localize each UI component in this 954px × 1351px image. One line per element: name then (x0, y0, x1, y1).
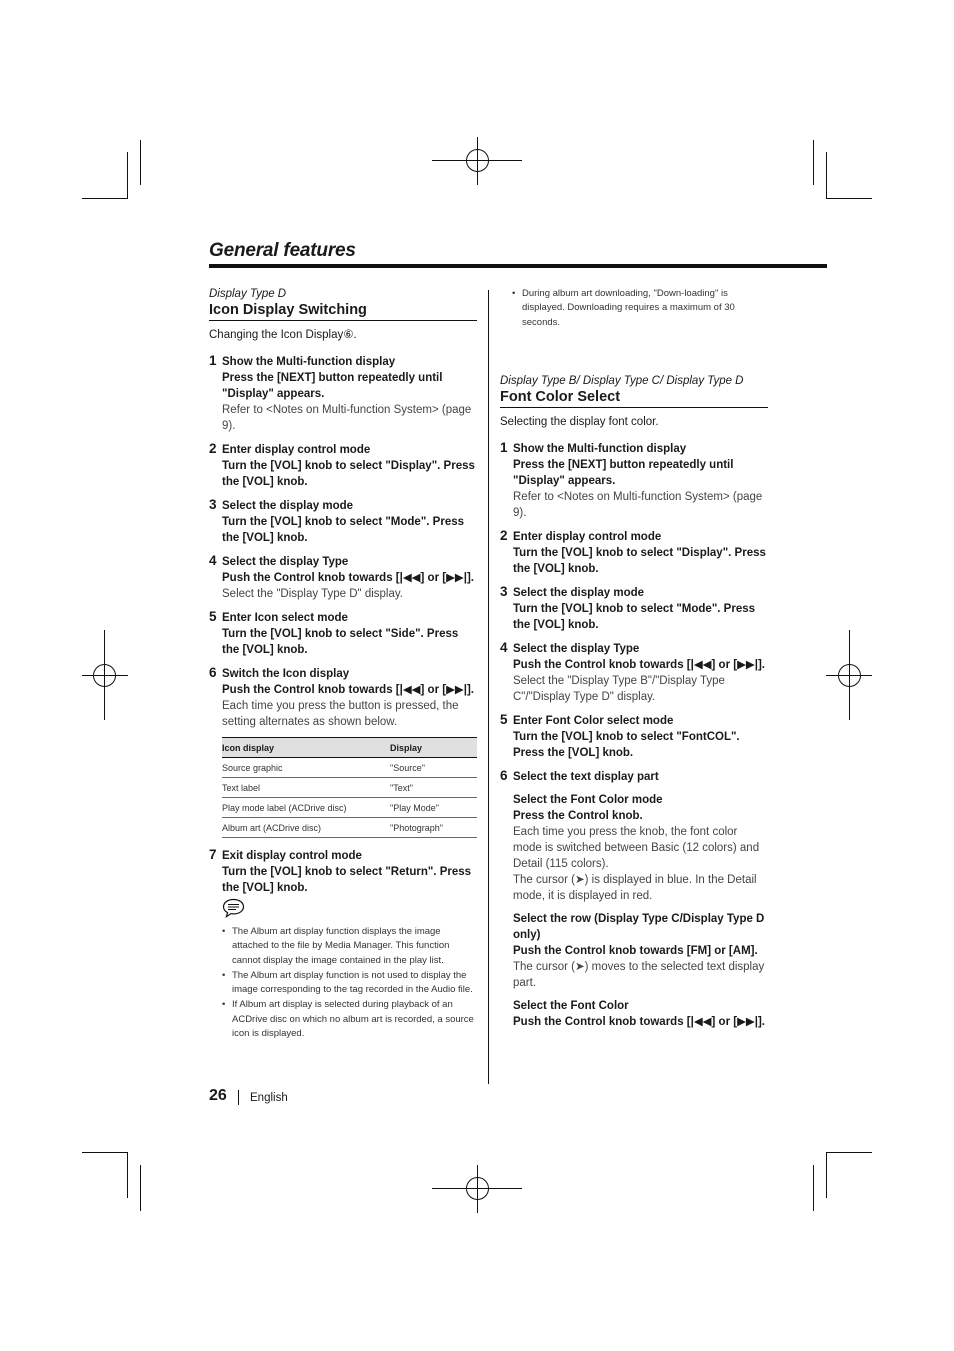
step-action: Turn the [VOL] knob to select "FontCOL". Press the [VOL] knob. (513, 730, 740, 759)
step-6 (209, 666, 477, 838)
substep-title: Select the Font Color mode (513, 793, 663, 806)
step-title: Enter display control mode (513, 530, 662, 543)
substep-title: Select the Font Color (513, 999, 629, 1012)
step-3 (209, 498, 477, 546)
column-divider (488, 290, 489, 1084)
step-2 (209, 442, 477, 490)
page-number: 26 (209, 1087, 227, 1104)
step-number: 5 (500, 711, 508, 727)
table-cell: "Play Mode" (390, 798, 477, 818)
table-cell: Text label (222, 778, 390, 798)
substep-action: Push the Control knob towards [|◀◀] or [▶▶|]. (513, 1015, 765, 1028)
substep-title: Select the row (Display Type C/Display Type D only) (513, 912, 765, 941)
step-title: Enter Font Color select mode (513, 714, 674, 727)
notes-list (222, 925, 477, 1041)
list-item: • If Album art display is selected during playback of an ACDrive disc on which no album art is recorded, a source icon is displayed. (222, 998, 477, 1041)
step-title: Select the display Type (222, 556, 349, 568)
page-title: General features (209, 240, 356, 261)
step-number: 5 (209, 609, 217, 624)
font-color-select-section (500, 287, 768, 1030)
crop-mark (826, 198, 872, 199)
step-number: 2 (209, 441, 217, 456)
step-action: Turn the [VOL] knob to select "Display". Press the [VOL] knob. (513, 546, 766, 575)
step-note: Each time you press the button is pressed, the setting alternates as shown below. (222, 700, 459, 728)
step-1 (500, 441, 768, 521)
table-header: Display (390, 738, 477, 758)
substep-action: Push the Control knob towards [FM] or [AM]. (513, 944, 758, 957)
table-cell: Play mode label (ACDrive disc) (222, 798, 390, 818)
step-2 (500, 529, 768, 577)
step-number: 1 (500, 439, 508, 455)
top-notes-list (512, 287, 757, 330)
section-title: Icon Display Switching (209, 301, 477, 321)
substep-note: The cursor (➤) is displayed in blue. In the Detail mode, it is displayed in red. (513, 873, 757, 902)
step-action: Push the Control knob towards [|◀◀] or [▶▶|]. (513, 658, 765, 671)
step-action: Push the Control knob towards [|◀◀] or [▶▶|]. (222, 684, 474, 696)
step-title: Exit display control mode (222, 850, 362, 862)
table-row (222, 778, 477, 798)
step-3 (500, 585, 768, 633)
step-number: 6 (209, 665, 217, 680)
substep-note: Each time you press the knob, the font color mode is switched between Basic (12 colors) and Detail (115 colors). (513, 825, 760, 870)
list-item: • The Album art display function is not used to display the image corresponding to the tag recorded in the Audio file. (222, 969, 477, 998)
step-4 (209, 554, 477, 602)
step-note: Refer to <Notes on Multi-function System> (page 9). (222, 404, 472, 432)
step-title: Select the text display part (513, 770, 659, 783)
table-header: Icon display (222, 738, 390, 758)
step-number: 3 (209, 497, 217, 512)
crop-mark (140, 1165, 141, 1211)
step-1 (209, 354, 477, 434)
table-cell: "Source" (390, 758, 477, 778)
crop-mark (826, 1152, 827, 1198)
step-action: Press the [NEXT] button repeatedly until "Display" appears. (222, 372, 443, 400)
crop-mark (127, 1152, 128, 1198)
step-7 (209, 848, 477, 896)
crop-mark (826, 1152, 872, 1153)
substep-action: Press the Control knob. (513, 809, 643, 822)
step-note: Select the "Display Type D" display. (222, 588, 403, 600)
step-note: Refer to <Notes on Multi-function System> (page 9). (513, 490, 763, 519)
table-cell: Album art (ACDrive disc) (222, 818, 390, 838)
step-number: 1 (209, 353, 217, 368)
step-action: Turn the [VOL] knob to select "Mode". Press the [VOL] knob. (513, 602, 755, 631)
step-title: Show the Multi-function display (222, 356, 396, 368)
crop-mark (82, 198, 128, 199)
note-icon (222, 898, 245, 918)
step-action: Turn the [VOL] knob to select "Return". Press the [VOL] knob. (222, 866, 472, 894)
section-kicker: Display Type B/ Display Type C/ Display Type D (500, 374, 744, 387)
step-number: 4 (209, 553, 217, 568)
step-number: 7 (209, 847, 217, 862)
crop-mark (826, 152, 827, 199)
table-cell: Source graphic (222, 758, 390, 778)
crop-mark (140, 140, 141, 185)
step-number: 6 (500, 767, 508, 783)
table-header-row (222, 738, 477, 758)
step-title: Show the Multi-function display (513, 442, 687, 455)
table-cell: "Text" (390, 778, 477, 798)
registration-mark (104, 630, 105, 720)
step-title: Select the display Type (513, 642, 640, 655)
step-action: Turn the [VOL] knob to select "Display". Press the [VOL] knob. (222, 460, 475, 488)
title-rule (209, 264, 827, 268)
step-title: Switch the Icon display (222, 668, 350, 680)
step-5 (500, 713, 768, 761)
section-title: Font Color Select (500, 388, 768, 408)
step-title: Select the display mode (513, 586, 645, 599)
registration-mark (82, 675, 128, 676)
icon-display-switching-section (209, 287, 477, 1042)
step-note: Select the "Display Type B"/"Display Type C"/"Display Type D" display. (513, 674, 725, 703)
section-intro: Changing the Icon Display⑥. (209, 329, 357, 341)
crop-mark (813, 140, 814, 185)
table-cell: "Photograph" (390, 818, 477, 838)
section-kicker: Display Type D (209, 288, 287, 300)
crop-mark (127, 152, 128, 199)
registration-mark (849, 630, 850, 720)
step-action: Turn the [VOL] knob to select "Mode". Press the [VOL] knob. (222, 516, 464, 544)
step-number: 2 (500, 527, 508, 543)
icon-display-table (222, 737, 477, 838)
list-item: • The Album art display function displays the image attached to the file by Media Manager. This function cannot display the image contained in the play list. (222, 925, 477, 968)
substep-note: The cursor (➤) moves to the selected text display part. (513, 960, 765, 989)
step-number: 4 (500, 639, 508, 655)
table-row (222, 758, 477, 778)
step-title: Select the display mode (222, 500, 354, 512)
table-row (222, 818, 477, 838)
step-action: Press the [NEXT] button repeatedly until "Display" appears. (513, 458, 734, 487)
crop-mark (82, 1152, 128, 1153)
table-row (222, 798, 477, 818)
registration-mark (477, 1165, 478, 1213)
section-intro: Selecting the display font color. (500, 415, 659, 428)
step-4 (500, 641, 768, 705)
step-5 (209, 610, 477, 658)
step-action: Turn the [VOL] knob to select "Side". Press the [VOL] knob. (222, 628, 459, 656)
list-item: • During album art downloading, "Down-loading" is displayed. Downloading requires a maximum of 30 seconds. (512, 287, 757, 330)
step-action: Push the Control knob towards [|◀◀] or [▶▶|]. (222, 572, 474, 584)
step-title: Enter Icon select mode (222, 612, 348, 624)
step-6 (500, 769, 768, 1030)
page-language: English (250, 1092, 288, 1104)
step-number: 3 (500, 583, 508, 599)
registration-mark (477, 137, 478, 185)
crop-mark (813, 1165, 814, 1211)
step-title: Enter display control mode (222, 444, 371, 456)
footer-separator (238, 1090, 239, 1105)
